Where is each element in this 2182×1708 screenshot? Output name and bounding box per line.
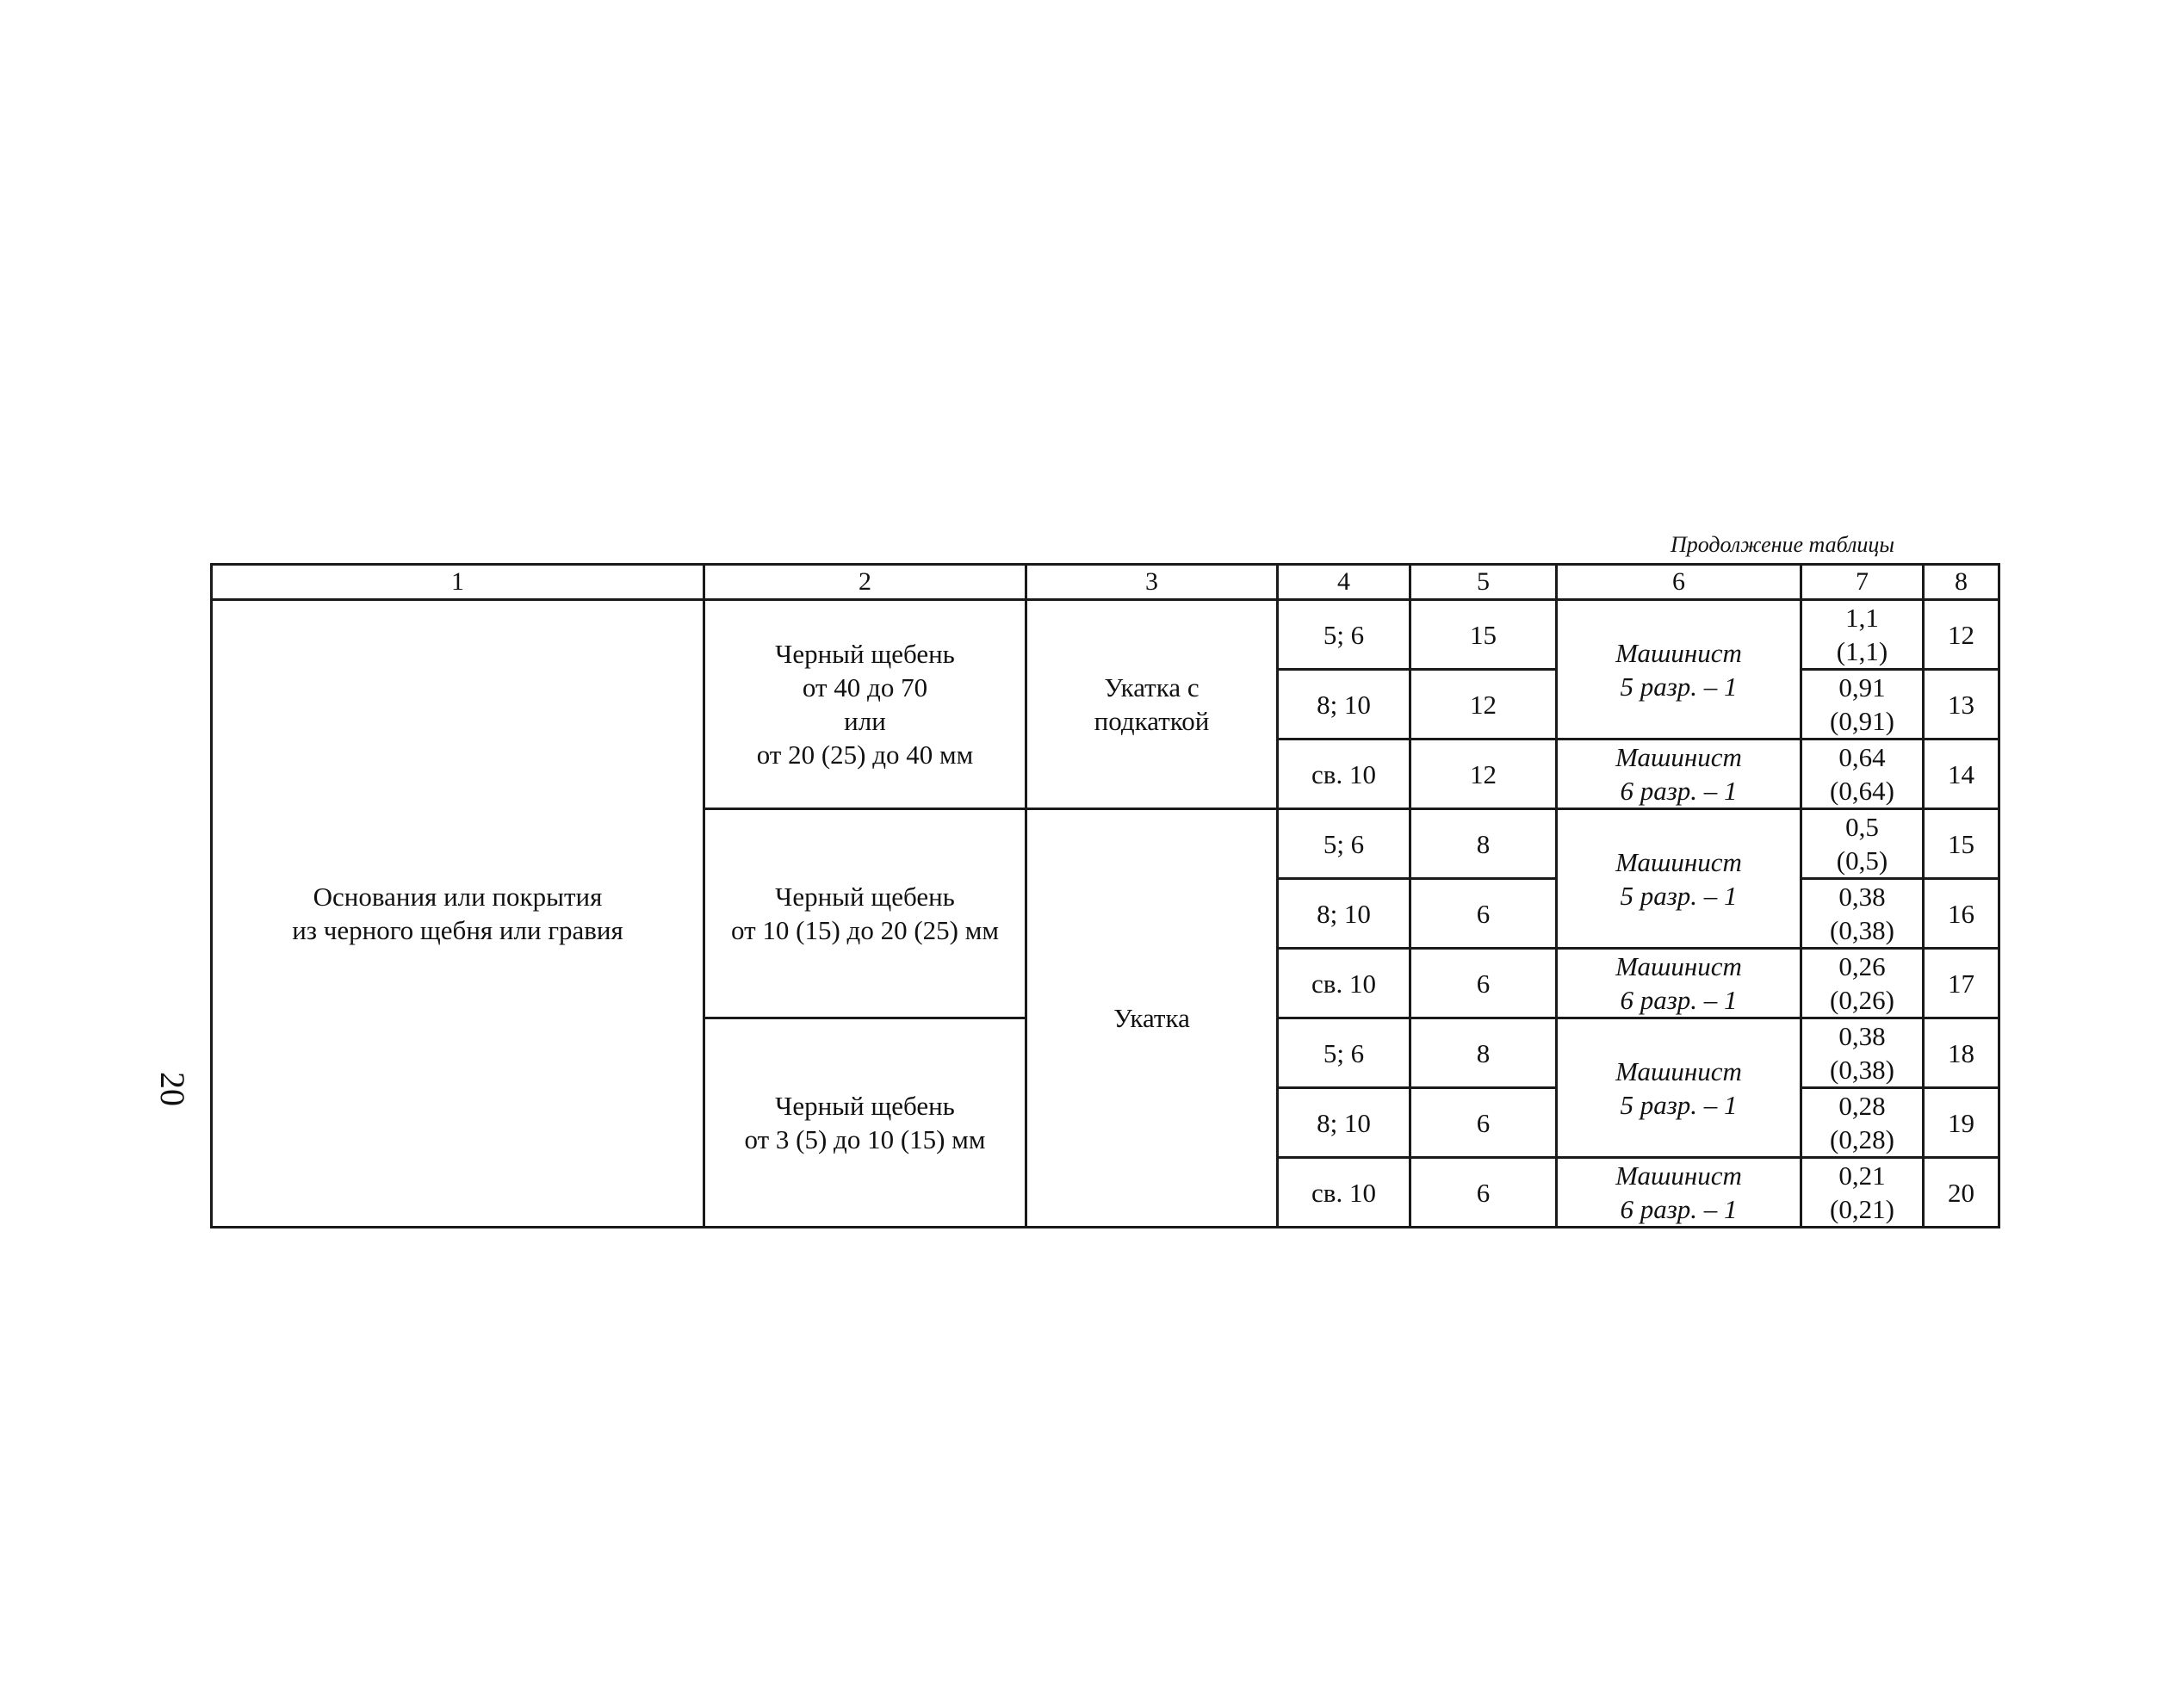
norm-cell xyxy=(1801,1018,1924,1088)
passes-cell: 6 xyxy=(1410,1158,1557,1228)
thickness-cell: 5; 6 xyxy=(1278,1018,1410,1088)
norm-value-alt: (0,91) xyxy=(1830,706,1894,736)
material-line: от 10 (15) до 20 (25) мм xyxy=(731,915,999,945)
thickness-cell: 8; 10 xyxy=(1278,670,1410,740)
header-cell: 4 xyxy=(1278,565,1410,600)
norms-table xyxy=(210,563,2000,1228)
crew-cell xyxy=(1557,600,1801,740)
thickness-cell: св. 10 xyxy=(1278,740,1410,809)
crew-cell xyxy=(1557,1158,1801,1228)
norm-cell xyxy=(1801,600,1924,670)
passes-cell: 6 xyxy=(1410,1088,1557,1158)
table-row xyxy=(212,600,1999,670)
crew-cell xyxy=(1557,740,1801,809)
header-cell: 2 xyxy=(704,565,1026,600)
material-line: Черный щебень xyxy=(775,1091,955,1121)
norm-value-alt: (0,28) xyxy=(1830,1124,1894,1154)
crew-cell xyxy=(1557,949,1801,1018)
header-cell: 7 xyxy=(1801,565,1924,600)
header-cell: 1 xyxy=(212,565,704,600)
thickness-cell: 5; 6 xyxy=(1278,600,1410,670)
base-type-line: из черного щебня или гравия xyxy=(292,915,623,945)
norm-value-alt: (0,38) xyxy=(1830,1055,1894,1085)
passes-cell: 12 xyxy=(1410,740,1557,809)
crew-title: Машинист xyxy=(1615,637,1742,668)
norm-cell xyxy=(1801,1158,1924,1228)
passes-cell: 8 xyxy=(1410,809,1557,879)
row-number-cell: 17 xyxy=(1924,949,1999,1018)
norm-value-alt: (0,64) xyxy=(1830,776,1894,806)
crew-title: Машинист xyxy=(1615,1160,1742,1191)
row-number-cell: 18 xyxy=(1924,1018,1999,1088)
norm-value: 0,38 xyxy=(1838,882,1886,912)
norm-value-alt: (1,1) xyxy=(1836,636,1888,666)
thickness-cell: св. 10 xyxy=(1278,1158,1410,1228)
crew-rank: 5 разр. – 1 xyxy=(1620,671,1738,702)
crew-title: Машинист xyxy=(1615,742,1742,772)
crew-rank: 6 разр. – 1 xyxy=(1620,1194,1738,1224)
norm-value: 0,91 xyxy=(1838,672,1886,702)
norm-value-alt: (0,21) xyxy=(1830,1194,1894,1224)
crew-cell xyxy=(1557,1018,1801,1158)
material-cell xyxy=(704,809,1026,1018)
material-line: от 20 (25) до 40 мм xyxy=(756,740,974,770)
material-line: Черный щебень xyxy=(775,882,955,912)
row-number-cell: 14 xyxy=(1924,740,1999,809)
material-line: от 40 до 70 xyxy=(802,672,928,702)
base-type-line: Основания или покрытия xyxy=(313,882,603,912)
norm-cell xyxy=(1801,1088,1924,1158)
norm-cell xyxy=(1801,740,1924,809)
norm-cell xyxy=(1801,670,1924,740)
page-number: 20 xyxy=(153,1072,192,1106)
passes-cell: 8 xyxy=(1410,1018,1557,1088)
crew-title: Машинист xyxy=(1615,1055,1742,1086)
base-type-cell xyxy=(212,600,704,1228)
norm-value: 0,26 xyxy=(1838,951,1886,981)
norm-cell xyxy=(1801,949,1924,1018)
norm-value: 0,21 xyxy=(1838,1160,1886,1191)
norm-cell xyxy=(1801,879,1924,949)
crew-cell xyxy=(1557,809,1801,949)
norm-value-alt: (0,26) xyxy=(1830,985,1894,1015)
material-cell xyxy=(704,600,1026,809)
norm-value: 0,5 xyxy=(1845,812,1879,842)
method-cell xyxy=(1026,600,1278,809)
norm-value-alt: (0,38) xyxy=(1830,915,1894,945)
material-cell xyxy=(704,1018,1026,1228)
header-row xyxy=(212,565,1999,600)
method-line: подкаткой xyxy=(1094,706,1210,736)
method-line: Укатка xyxy=(1113,1003,1190,1033)
row-number-cell: 15 xyxy=(1924,809,1999,879)
material-line: от 3 (5) до 10 (15) мм xyxy=(744,1124,986,1154)
crew-title: Машинист xyxy=(1615,846,1742,877)
material-line: или xyxy=(844,706,886,736)
row-number-cell: 12 xyxy=(1924,600,1999,670)
header-cell: 5 xyxy=(1410,565,1557,600)
row-number-cell: 16 xyxy=(1924,879,1999,949)
material-line: Черный щебень xyxy=(775,639,955,669)
table-continuation-caption: Продолжение таблицы xyxy=(1670,532,1895,557)
thickness-cell: 8; 10 xyxy=(1278,1088,1410,1158)
passes-cell: 12 xyxy=(1410,670,1557,740)
crew-rank: 6 разр. – 1 xyxy=(1620,985,1738,1015)
header-cell: 8 xyxy=(1924,565,1999,600)
crew-title: Машинист xyxy=(1615,951,1742,981)
passes-cell: 6 xyxy=(1410,879,1557,949)
norm-value: 0,28 xyxy=(1838,1091,1886,1121)
row-number-cell: 20 xyxy=(1924,1158,1999,1228)
passes-cell: 15 xyxy=(1410,600,1557,670)
norm-value: 1,1 xyxy=(1845,603,1879,633)
row-number-cell: 13 xyxy=(1924,670,1999,740)
header-cell: 3 xyxy=(1026,565,1278,600)
thickness-cell: 5; 6 xyxy=(1278,809,1410,879)
crew-rank: 5 разр. – 1 xyxy=(1620,880,1738,911)
header-cell: 6 xyxy=(1557,565,1801,600)
norm-value-alt: (0,5) xyxy=(1836,845,1888,876)
crew-rank: 5 разр. – 1 xyxy=(1620,1089,1738,1120)
norm-value: 0,38 xyxy=(1838,1021,1886,1051)
method-cell xyxy=(1026,809,1278,1228)
norm-cell xyxy=(1801,809,1924,879)
crew-rank: 6 разр. – 1 xyxy=(1620,776,1738,806)
thickness-cell: св. 10 xyxy=(1278,949,1410,1018)
norm-value: 0,64 xyxy=(1838,742,1886,772)
row-number-cell: 19 xyxy=(1924,1088,1999,1158)
method-line: Укатка с xyxy=(1104,672,1199,702)
thickness-cell: 8; 10 xyxy=(1278,879,1410,949)
passes-cell: 6 xyxy=(1410,949,1557,1018)
